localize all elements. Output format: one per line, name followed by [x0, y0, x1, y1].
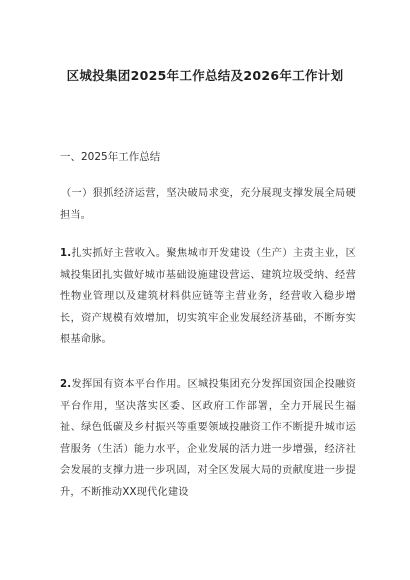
paragraph-1 [60, 183, 356, 226]
paragraph-3-text: 发挥国有资本平台作用。区城投集团充分发挥国资国企投融资平台作用，坚决落实区委、区政府工作部署，全力开展民生福祉、绿色低碳及乡村振兴等重要领域投融资工作不断提升城市运营服务（生活）能力水平，企业发展的活力进一步增强，经济社会发展的支撑力进一步巩固，对全区发展大局的贡献度进一步提升，不断推动XX现代化建设 [60, 379, 356, 498]
paragraph-1-text: （一）狠抓经济运营，坚决破局求变，充分展现支撑发展全局硬担当。 [60, 188, 356, 221]
paragraph-3-number: 2. [60, 379, 72, 390]
document-title: 区城投集团2025年工作总结及2026年工作计划 [66, 68, 344, 83]
paragraph-3 [60, 374, 356, 503]
paragraph-2-text: 扎实抓好主营收入。聚焦城市开发建设（生产）主责主业，区城投集团扎实做好城市基础设施建设营运、建筑垃圾受纳、经营性物业管理以及建筑材料供应链等主营业务，经营收入稳步增长，资产规模有效增加，切实筑牢企业发展经济基础，不断夯实根基命脉。 [60, 248, 356, 345]
paragraph-2 [60, 243, 356, 351]
section-heading: 一、2025年工作总结 [60, 151, 161, 163]
paragraph-2-number: 1. [60, 248, 72, 259]
